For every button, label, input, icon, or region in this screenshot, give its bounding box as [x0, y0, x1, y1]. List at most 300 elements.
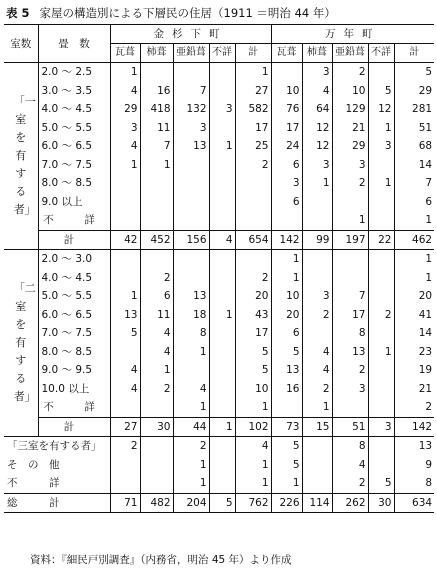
- table-cell: [209, 82, 235, 101]
- table-row: [4, 324, 434, 343]
- table-cell: [209, 324, 235, 343]
- table-cell: 10: [271, 287, 302, 306]
- table-cell: 14: [394, 156, 434, 175]
- table-cell: 5: [110, 324, 140, 343]
- table-cell: 21: [394, 380, 434, 399]
- table-cell: 1: [110, 287, 140, 306]
- table-cell: 17: [271, 119, 302, 138]
- table-cell: 6: [271, 324, 302, 343]
- section-label: [4, 63, 38, 250]
- table-cell: [110, 211, 140, 230]
- table-cell: [140, 63, 173, 82]
- table-cell: [173, 211, 209, 230]
- table-cell: 2: [368, 306, 394, 325]
- table-cell: [271, 63, 302, 82]
- table-cell: [368, 63, 394, 82]
- table-cell: 2: [302, 306, 332, 325]
- table-cell: 1: [302, 398, 332, 417]
- table-cell: 3: [368, 137, 394, 156]
- table-row: [4, 306, 434, 325]
- tatami-range: 10.0 以上: [38, 380, 110, 399]
- table-cell: 1: [140, 156, 173, 175]
- table-cell: 142: [394, 417, 434, 437]
- tatami-range: 8.0 〜 8.5: [38, 343, 110, 362]
- table-cell: 462: [394, 230, 434, 250]
- table-cell: 1: [110, 156, 140, 175]
- table-cell: 71: [110, 493, 140, 513]
- table-row: [4, 119, 434, 138]
- table-cell: 5: [271, 343, 302, 362]
- table-cell: 99: [302, 230, 332, 250]
- table-cell: 29: [394, 82, 434, 101]
- table-cell: 4: [302, 343, 332, 362]
- table-cell: 1: [368, 343, 394, 362]
- table-row: [4, 250, 434, 269]
- table-cell: 418: [140, 100, 173, 119]
- row-label: 不 詳: [7, 477, 60, 490]
- table-cell: 3: [110, 119, 140, 138]
- table-cell: 582: [235, 100, 271, 119]
- table-cell: 29: [332, 137, 368, 156]
- table-cell: [209, 250, 235, 269]
- col-kawara-2: 瓦葺: [271, 44, 302, 63]
- table-cell: 5: [235, 361, 271, 380]
- table-cell: 64: [302, 100, 332, 119]
- table-cell: [368, 250, 394, 269]
- table-cell: 4: [110, 82, 140, 101]
- table-cell: 3: [271, 174, 302, 193]
- table-cell: 6: [271, 193, 302, 212]
- table-cell: 20: [235, 287, 271, 306]
- table-cell: 3: [368, 417, 394, 437]
- table-cell: 7: [394, 174, 434, 193]
- table-cell: [368, 156, 394, 175]
- table-cell: 51: [332, 417, 368, 437]
- table-cell: [368, 380, 394, 399]
- table-cell: 2: [110, 437, 140, 456]
- table-cell: 2: [332, 361, 368, 380]
- tatami-range: 7.0 〜 7.5: [38, 324, 110, 343]
- table-cell: 12: [302, 119, 332, 138]
- table-cell: [332, 193, 368, 212]
- table-cell: [140, 398, 173, 417]
- table-cell: 3: [302, 287, 332, 306]
- header-mannen: 万年町: [271, 25, 434, 44]
- table-cell: [235, 174, 271, 193]
- tatami-range: 不 詳: [38, 211, 110, 230]
- table-cell: [173, 156, 209, 175]
- table-cell: 7: [173, 82, 209, 101]
- source-note: 資料：『細民戸別調査』（内務省，明治 45 年）より作成: [30, 554, 292, 566]
- col-total-2: 計: [394, 44, 434, 63]
- table-cell: 129: [332, 100, 368, 119]
- table-cell: 3: [302, 156, 332, 175]
- table-cell: 1: [271, 269, 302, 288]
- table-cell: [173, 174, 209, 193]
- table-cell: 42: [110, 230, 140, 250]
- table-cell: 76: [271, 100, 302, 119]
- table-cell: 8: [332, 324, 368, 343]
- tatami-range: 2.0 〜 3.0: [38, 250, 110, 269]
- table-cell: [110, 193, 140, 212]
- table-cell: 1: [394, 269, 434, 288]
- table-cell: 2: [332, 174, 368, 193]
- table-cell: 2: [140, 269, 173, 288]
- table-cell: [209, 456, 235, 475]
- table-cell: 17: [235, 324, 271, 343]
- table-cell: 43: [235, 306, 271, 325]
- table-cell: 18: [173, 306, 209, 325]
- table-row: [4, 398, 434, 417]
- tatami-range: 9.0 以上: [38, 193, 110, 212]
- table-cell: 1: [394, 250, 434, 269]
- table-cell: [368, 287, 394, 306]
- table-row: [4, 456, 434, 475]
- table-cell: [173, 250, 209, 269]
- header-tatami: 畳 数: [38, 25, 110, 63]
- table-cell: 3: [332, 156, 368, 175]
- table-cell: 1: [271, 250, 302, 269]
- table-cell: [368, 193, 394, 212]
- table-cell: 22: [368, 230, 394, 250]
- table-cell: 8: [173, 324, 209, 343]
- table-row: [4, 193, 434, 212]
- table-cell: 21: [332, 119, 368, 138]
- table-row: [4, 174, 434, 193]
- table-cell: 9: [394, 456, 434, 475]
- table-cell: 15: [302, 417, 332, 437]
- tatami-range: 6.0 〜 6.5: [38, 306, 110, 325]
- table-cell: [173, 63, 209, 82]
- table-cell: [302, 324, 332, 343]
- table-cell: 1: [209, 306, 235, 325]
- col-kokera-2: 柿葺: [302, 44, 332, 63]
- table-cell: 4: [140, 343, 173, 362]
- table-row: [4, 474, 434, 493]
- table-cell: 1: [368, 119, 394, 138]
- table-cell: [209, 437, 235, 456]
- table-cell: 654: [235, 230, 271, 250]
- table-cell: 1: [235, 456, 271, 475]
- tatami-range: 4.0 〜 4.5: [38, 100, 110, 119]
- table-cell: 1: [110, 63, 140, 82]
- table-cell: [302, 437, 332, 456]
- header-rooms: 室数: [4, 25, 38, 63]
- table-cell: [209, 343, 235, 362]
- table-cell: [209, 287, 235, 306]
- table-cell: 197: [332, 230, 368, 250]
- section-label-text: 「二室を有する者」: [13, 282, 36, 403]
- table-row: [4, 100, 434, 119]
- table-cell: 1: [235, 398, 271, 417]
- table-cell: 27: [235, 82, 271, 101]
- table-cell: 7: [140, 137, 173, 156]
- subtotal-row: [4, 417, 434, 437]
- table-cell: [209, 361, 235, 380]
- col-aen-1: 亜鉛葺: [173, 44, 209, 63]
- table-cell: 634: [394, 493, 434, 513]
- table-cell: [332, 250, 368, 269]
- table-cell: 17: [235, 119, 271, 138]
- table-cell: 27: [110, 417, 140, 437]
- table-row: [4, 156, 434, 175]
- table-cell: [209, 156, 235, 175]
- table-cell: [110, 174, 140, 193]
- grand-total-label: 総 計: [4, 493, 110, 513]
- table-cell: 6: [394, 193, 434, 212]
- col-kokera-1: 柿葺: [140, 44, 173, 63]
- table-cell: 1: [235, 63, 271, 82]
- table-cell: 452: [140, 230, 173, 250]
- table-cell: [235, 250, 271, 269]
- grand-total-row: [4, 493, 434, 513]
- tatami-range: 3.0 〜 3.5: [38, 82, 110, 101]
- table-cell: 5: [368, 474, 394, 493]
- table-cell: 2: [235, 269, 271, 288]
- table-cell: [110, 398, 140, 417]
- table-cell: 262: [332, 493, 368, 513]
- table-row: [4, 343, 434, 362]
- table-cell: 4: [209, 230, 235, 250]
- table-cell: 1: [173, 456, 209, 475]
- table-cell: [209, 193, 235, 212]
- table-cell: 281: [394, 100, 434, 119]
- table-cell: [173, 269, 209, 288]
- table-row: [4, 137, 434, 156]
- section-label: [4, 250, 38, 437]
- table-cell: 5: [271, 437, 302, 456]
- table-cell: 114: [302, 493, 332, 513]
- table-cell: [110, 474, 140, 493]
- table-cell: 4: [302, 82, 332, 101]
- table-cell: [209, 63, 235, 82]
- table-cell: 17: [332, 306, 368, 325]
- table-cell: 16: [271, 380, 302, 399]
- table-cell: 13: [110, 306, 140, 325]
- table-cell: 762: [235, 493, 271, 513]
- table-cell: 13: [394, 437, 434, 456]
- table-cell: [140, 250, 173, 269]
- table-title: [6, 5, 336, 21]
- table-cell: [209, 380, 235, 399]
- table-cell: [368, 437, 394, 456]
- table-cell: 4: [302, 361, 332, 380]
- table-cell: [209, 211, 235, 230]
- subtotal-label: 計: [38, 230, 110, 250]
- table-cell: [110, 343, 140, 362]
- table-cell: 142: [271, 230, 302, 250]
- table-cell: 2: [235, 156, 271, 175]
- table-cell: 132: [173, 100, 209, 119]
- table-cell: [271, 398, 302, 417]
- table-cell: 6: [140, 287, 173, 306]
- table-cell: 2: [173, 437, 209, 456]
- tatami-range: 5.0 〜 5.5: [38, 287, 110, 306]
- tatami-range: 7.0 〜 7.5: [38, 156, 110, 175]
- table-row: [4, 380, 434, 399]
- table-cell: 29: [110, 100, 140, 119]
- tatami-range: 6.0 〜 6.5: [38, 137, 110, 156]
- subtotal-row: [4, 230, 434, 250]
- table-cell: 2: [332, 474, 368, 493]
- table-cell: [302, 269, 332, 288]
- tatami-range: 4.0 〜 4.5: [38, 269, 110, 288]
- table-cell: [209, 398, 235, 417]
- table-cell: 1: [332, 211, 368, 230]
- table-cell: [368, 398, 394, 417]
- table-cell: 13: [332, 343, 368, 362]
- row-label: そ の 他: [7, 458, 60, 471]
- table-cell: [140, 193, 173, 212]
- table-cell: 4: [332, 456, 368, 475]
- table-cell: 10: [235, 380, 271, 399]
- table-cell: 68: [394, 137, 434, 156]
- table-cell: 2: [302, 380, 332, 399]
- table-cell: [110, 456, 140, 475]
- table-cell: [110, 250, 140, 269]
- table-cell: 1: [394, 211, 434, 230]
- table-cell: 30: [368, 493, 394, 513]
- table-cell: 5: [209, 493, 235, 513]
- table-row: [4, 287, 434, 306]
- col-aen-2: 亜鉛葺: [332, 44, 368, 63]
- table-caption: 家屋の構造別による下層民の住居（1911 ＝明治 44 年）: [39, 6, 336, 20]
- tatami-range: 9.0 〜 9.5: [38, 361, 110, 380]
- table-cell: [140, 474, 173, 493]
- table-cell: 5: [271, 456, 302, 475]
- table-cell: 10: [332, 82, 368, 101]
- table-cell: [332, 269, 368, 288]
- table-cell: 1: [209, 137, 235, 156]
- tatami-range: 8.0 〜 8.5: [38, 174, 110, 193]
- table-cell: [302, 456, 332, 475]
- table-row: [4, 211, 434, 230]
- table-cell: [140, 211, 173, 230]
- table-cell: [271, 211, 302, 230]
- table-cell: 4: [110, 361, 140, 380]
- table-cell: [302, 474, 332, 493]
- table-cell: 8: [332, 437, 368, 456]
- table-cell: 30: [140, 417, 173, 437]
- table-cell: 20: [394, 287, 434, 306]
- table-cell: [110, 269, 140, 288]
- col-total-1: 計: [235, 44, 271, 63]
- table-number: 表 5: [6, 6, 30, 20]
- table-row: [4, 437, 434, 456]
- table-cell: 6: [271, 156, 302, 175]
- table-cell: 102: [235, 417, 271, 437]
- table-cell: [368, 324, 394, 343]
- table-cell: 8: [394, 474, 434, 493]
- table-cell: 226: [271, 493, 302, 513]
- table-cell: [140, 456, 173, 475]
- table-cell: 44: [173, 417, 209, 437]
- table-cell: [368, 361, 394, 380]
- table-cell: 7: [332, 287, 368, 306]
- header-kanasugi: 金杉下町: [110, 25, 271, 44]
- table-cell: 204: [173, 493, 209, 513]
- tatami-range: 2.0 〜 2.5: [38, 63, 110, 82]
- table-cell: 51: [394, 119, 434, 138]
- table-cell: 25: [235, 137, 271, 156]
- table-cell: 1: [271, 474, 302, 493]
- table-cell: 19: [394, 361, 434, 380]
- table-cell: 1: [209, 417, 235, 437]
- table-row: [4, 361, 434, 380]
- table-cell: [140, 437, 173, 456]
- table-cell: 16: [140, 82, 173, 101]
- table-cell: 20: [271, 306, 302, 325]
- table-cell: 5: [235, 343, 271, 362]
- table-cell: 3: [173, 119, 209, 138]
- table-cell: 1: [302, 174, 332, 193]
- table-cell: 2: [140, 380, 173, 399]
- table-cell: 1: [140, 361, 173, 380]
- table-cell: 4: [110, 137, 140, 156]
- table-cell: 2: [332, 63, 368, 82]
- table-cell: [209, 474, 235, 493]
- col-fusho-2: 不詳: [368, 44, 394, 63]
- housing-table: [4, 24, 434, 513]
- table-body: [4, 63, 434, 513]
- tatami-range: 不 詳: [38, 398, 110, 417]
- table-cell: 4: [140, 324, 173, 343]
- table-cell: 3: [209, 100, 235, 119]
- col-kawara-1: 瓦葺: [110, 44, 140, 63]
- table-cell: 73: [271, 417, 302, 437]
- table-cell: 3: [302, 63, 332, 82]
- table-cell: 482: [140, 493, 173, 513]
- table-cell: 5: [394, 63, 434, 82]
- table-row: [4, 269, 434, 288]
- table-cell: 2: [394, 398, 434, 417]
- col-fusho-1: 不詳: [209, 44, 235, 63]
- table-cell: 3: [332, 380, 368, 399]
- table-cell: 41: [394, 306, 434, 325]
- table-row: [4, 63, 434, 82]
- table-cell: [209, 174, 235, 193]
- table-cell: 1: [173, 398, 209, 417]
- table-cell: 10: [271, 82, 302, 101]
- table-cell: 4: [173, 380, 209, 399]
- table-cell: [302, 250, 332, 269]
- table-cell: 24: [271, 137, 302, 156]
- table-cell: 12: [302, 137, 332, 156]
- table-cell: 11: [140, 306, 173, 325]
- table-cell: [332, 398, 368, 417]
- subtotal-label: 計: [38, 417, 110, 437]
- table-cell: 13: [173, 137, 209, 156]
- table-cell: [302, 193, 332, 212]
- table-cell: 23: [394, 343, 434, 362]
- table-cell: 11: [140, 119, 173, 138]
- table-cell: [368, 211, 394, 230]
- table-cell: [368, 456, 394, 475]
- table-cell: [173, 361, 209, 380]
- table-cell: [235, 193, 271, 212]
- table-cell: [368, 269, 394, 288]
- table-cell: 13: [173, 287, 209, 306]
- table-cell: 13: [271, 361, 302, 380]
- table-cell: [302, 211, 332, 230]
- table-cell: 14: [394, 324, 434, 343]
- table-cell: 4: [110, 380, 140, 399]
- table-cell: 1: [173, 343, 209, 362]
- table-cell: [235, 211, 271, 230]
- table-cell: 1: [173, 474, 209, 493]
- table-cell: 4: [235, 437, 271, 456]
- table-row: [4, 82, 434, 101]
